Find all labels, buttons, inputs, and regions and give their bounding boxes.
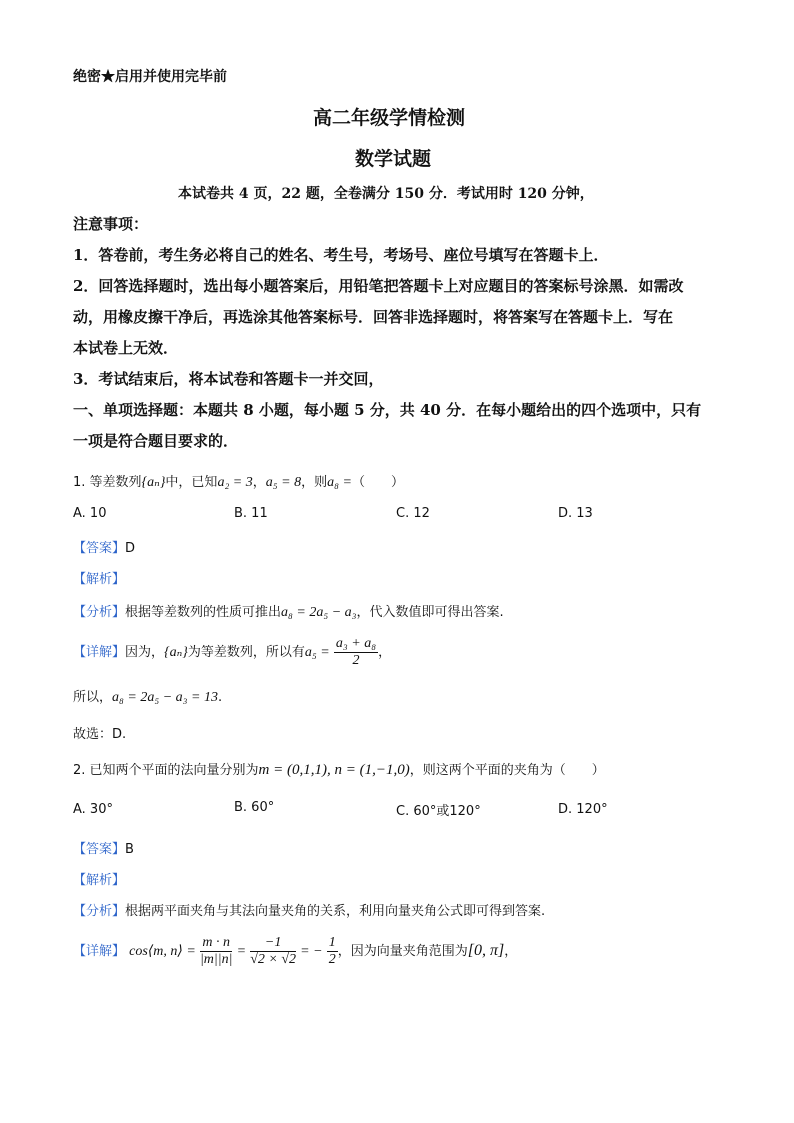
secret-label: 绝密★启用并使用完毕前 (73, 69, 227, 85)
q2-answer (73, 838, 134, 857)
q2-fraction-3-numerator: 1 (328, 935, 336, 950)
q1-so-tail: . (217, 690, 223, 705)
q2-option-d: D. 120° (558, 802, 608, 817)
note-item-2-line3: 本试卷上无效． (73, 339, 179, 357)
q1-ask: a₈ = (327, 475, 352, 490)
q1-option-a: A. 10 (73, 506, 107, 521)
q2-prefix: 2. 已知两个平面的法向量分别为 (73, 763, 259, 778)
q1-detail-mid: 为等差数列，所以有 (187, 645, 305, 660)
q1-choose: 故选：D. (73, 727, 127, 742)
q2-fraction-2 (250, 935, 296, 968)
q2-tail: ，则这两个平面的夹角为（ ） (409, 763, 605, 778)
q2-fraction-2-denominator: √2 × √2 (250, 952, 297, 967)
q1-detail-fraction (334, 636, 378, 669)
q1-separator: ， (252, 475, 266, 490)
q2-fenxi (73, 900, 545, 919)
q1-condition-1: a₂ = 3 (217, 475, 253, 490)
q1-so-formula: a₈ = 2a₅ − a₃ = 13 (112, 690, 218, 705)
q2-fenxi-tag: 【分析】 (73, 904, 126, 919)
q2-fraction-1 (200, 935, 233, 968)
q2-option-b: B. 60° (234, 800, 275, 815)
q2-cos-lhs: cos⟨m, n⟩ = (129, 944, 196, 959)
section-heading-line2: 一项是符合题目要求的． (73, 432, 239, 450)
q2-detail-post: ，因为向量夹角范围为 (337, 944, 468, 959)
note-item-3: 3．考试结束后，将本试卷和答题卡一并交回， (73, 370, 384, 388)
q2-fraction-3-denominator: 2 (328, 952, 336, 967)
q1-fenxi-pre: 根据等差数列的性质可推出 (125, 605, 282, 620)
notes-heading: 注意事项： (73, 215, 149, 233)
q2-fraction-3 (327, 935, 338, 968)
q1-fenxi-tag: 【分析】 (73, 605, 126, 620)
q1-detail-tag: 【详解】 (73, 645, 126, 660)
q2-range: [0, π] (467, 942, 505, 959)
note-item-2-line1: 2．回答选择题时，选出每小题答案后，用铅笔把答题卡上对应题目的答案标号涂黑．如需改 (73, 277, 684, 295)
q2-answer-tag: 【答案】 (73, 842, 126, 857)
q1-detail-sequence: {aₙ} (164, 645, 188, 660)
q2-detail-end: ， (504, 944, 518, 959)
q2-fraction-1-denominator: |m||n| (199, 952, 233, 967)
q1-answer-tag: 【答案】 (73, 541, 126, 556)
page-title: 高二年级学情检测 (313, 107, 466, 129)
q1-fenxi-post: ，代入数值即可得出答案. (356, 605, 504, 620)
q2-fenxi-text: 根据两平面夹角与其法向量夹角的关系，利用向量夹角公式即可得到答案. (125, 904, 546, 919)
q1-detail-lhs: a₅ = (304, 645, 330, 660)
q2-fraction-1-numerator: m · n (200, 935, 233, 952)
note-item-2-line2: 动，用橡皮擦干净后，再选涂其他答案标号．回答非选择题时，将答案写在答题卡上．写在 (73, 308, 674, 326)
q1-detail-denominator: 2 (352, 653, 360, 668)
q2-detail-tag: 【详解】 (73, 944, 126, 959)
q1-condition-2: a₅ = 8 (265, 475, 302, 490)
q1-option-b: B. 11 (234, 506, 268, 521)
q1-so-pre: 所以， (73, 690, 113, 705)
q2-equals-1: = (236, 944, 247, 959)
q2-fraction-2-numerator: −1 (250, 935, 296, 952)
q1-detail-tail: ， (378, 645, 392, 660)
q2-answer-value: B (125, 842, 134, 857)
q1-mid1: 中，已知 (165, 475, 218, 490)
q2-equals-2: = − (300, 944, 323, 959)
q1-tail: （ ） (351, 475, 404, 490)
note-item-1: 1．答卷前，考生务必将自己的姓名、考生号，考场号、座位号填写在答题卡上． (73, 246, 609, 264)
q1-analysis-tag: 【解析】 (73, 572, 126, 587)
q1-answer (73, 537, 135, 556)
q1-detail (73, 636, 391, 669)
q2-option-a: A. 30° (73, 802, 113, 817)
q1-prefix: 1. 等差数列 (73, 475, 142, 490)
q2-vectors: m = (0,1,1), n = (1,−1,0) (258, 762, 410, 778)
q1-detail-pre: 因为， (125, 645, 165, 660)
q2-option-c: C. 60°或120° (396, 804, 481, 819)
question-1 (73, 471, 404, 491)
q2-analysis-tag: 【解析】 (73, 873, 126, 888)
q1-detail-numerator: a₃ + a₈ (335, 636, 377, 651)
q2-detail (73, 935, 517, 968)
exam-info: 本试卷共 4 页，22 题，全卷满分 150 分．考试用时 120 分钟， (178, 186, 594, 202)
q1-sequence: {aₙ} (141, 475, 166, 490)
q1-mid2: ，则 (301, 475, 328, 490)
q1-option-d: D. 13 (558, 506, 593, 521)
q1-option-c: C. 12 (396, 506, 430, 521)
q1-answer-value: D (125, 541, 136, 556)
section-heading-line1: 一、单项选择题：本题共 8 小题，每小题 5 分，共 40 分．在每小题给出的四个选项中，只有 (73, 401, 702, 419)
question-2 (73, 759, 605, 779)
page-subtitle: 数学试题 (355, 148, 432, 170)
q1-conclusion (73, 686, 222, 706)
q1-fenxi (73, 601, 504, 621)
q1-fenxi-formula: a₈ = 2a₅ − a₃ (281, 605, 357, 620)
